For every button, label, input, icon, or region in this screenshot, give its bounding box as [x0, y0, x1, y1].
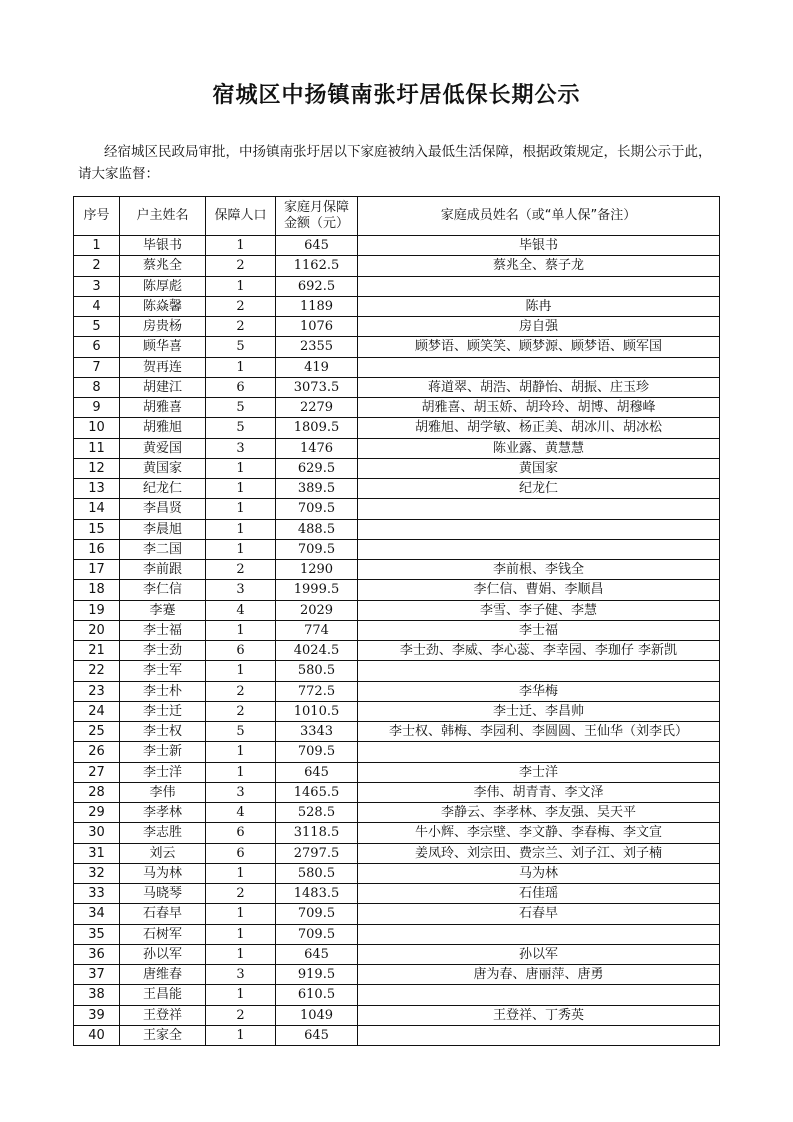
row-covered-people: 1 — [206, 519, 276, 539]
row-members: 王登祥、丁秀英 — [358, 1005, 720, 1025]
row-index: 13 — [74, 479, 120, 499]
row-members — [358, 985, 720, 1005]
header-members: 家庭成员姓名（或“单人保”备注） — [358, 197, 720, 236]
row-index: 17 — [74, 560, 120, 580]
row-monthly-amount: 528.5 — [276, 803, 358, 823]
row-monthly-amount: 1162.5 — [276, 256, 358, 276]
table-row — [74, 256, 720, 276]
row-index: 7 — [74, 357, 120, 377]
row-members: 胡雅喜、胡玉娇、胡玲玲、胡博、胡穆峰 — [358, 398, 720, 418]
page-title: 宿城区中扬镇南张圩居低保长期公示 — [212, 83, 581, 108]
row-index: 37 — [74, 965, 120, 985]
row-householder: 李士军 — [120, 661, 206, 681]
row-covered-people: 1 — [206, 276, 276, 296]
row-covered-people: 2 — [206, 296, 276, 316]
row-monthly-amount: 692.5 — [276, 276, 358, 296]
row-index: 16 — [74, 539, 120, 559]
row-index: 33 — [74, 884, 120, 904]
table-row — [74, 398, 720, 418]
row-monthly-amount: 1483.5 — [276, 884, 358, 904]
row-index: 25 — [74, 722, 120, 742]
row-members: 房自强 — [358, 317, 720, 337]
row-covered-people: 1 — [206, 985, 276, 1005]
row-covered-people: 2 — [206, 317, 276, 337]
row-covered-people: 3 — [206, 438, 276, 458]
header-monthly-amount: 家庭月保障金额（元） — [276, 197, 358, 236]
row-covered-people: 1 — [206, 944, 276, 964]
row-monthly-amount: 2279 — [276, 398, 358, 418]
row-monthly-amount: 774 — [276, 620, 358, 640]
row-covered-people: 1 — [206, 661, 276, 681]
row-monthly-amount: 419 — [276, 357, 358, 377]
row-householder: 毕银书 — [120, 236, 206, 256]
row-householder: 马为林 — [120, 863, 206, 883]
row-householder: 李伟 — [120, 782, 206, 802]
row-covered-people: 5 — [206, 418, 276, 438]
row-covered-people: 4 — [206, 803, 276, 823]
row-members: 李仁信、曹娟、李顺昌 — [358, 580, 720, 600]
table-row — [74, 762, 720, 782]
table-row — [74, 661, 720, 681]
row-members: 陈业露、黄慧慧 — [358, 438, 720, 458]
row-monthly-amount: 3118.5 — [276, 823, 358, 843]
row-householder: 王登祥 — [120, 1005, 206, 1025]
row-index: 3 — [74, 276, 120, 296]
table-row — [74, 479, 720, 499]
row-index: 21 — [74, 641, 120, 661]
row-monthly-amount: 772.5 — [276, 681, 358, 701]
row-householder: 黄国家 — [120, 458, 206, 478]
row-covered-people: 2 — [206, 256, 276, 276]
table-row — [74, 357, 720, 377]
row-monthly-amount: 1290 — [276, 560, 358, 580]
row-householder: 李志胜 — [120, 823, 206, 843]
row-householder: 黄爱国 — [120, 438, 206, 458]
row-covered-people: 2 — [206, 1005, 276, 1025]
row-monthly-amount: 488.5 — [276, 519, 358, 539]
row-index: 23 — [74, 681, 120, 701]
table-row — [74, 884, 720, 904]
row-index: 9 — [74, 398, 120, 418]
row-householder: 李士洋 — [120, 762, 206, 782]
row-covered-people: 2 — [206, 681, 276, 701]
row-householder: 李士朴 — [120, 681, 206, 701]
row-covered-people: 6 — [206, 377, 276, 397]
row-householder: 王昌能 — [120, 985, 206, 1005]
row-householder: 胡雅喜 — [120, 398, 206, 418]
row-householder: 刘云 — [120, 843, 206, 863]
row-monthly-amount: 1049 — [276, 1005, 358, 1025]
row-monthly-amount: 1999.5 — [276, 580, 358, 600]
table-row — [74, 742, 720, 762]
row-index: 29 — [74, 803, 120, 823]
row-members — [358, 742, 720, 762]
table-header-row — [74, 197, 720, 236]
row-index: 11 — [74, 438, 120, 458]
row-monthly-amount: 3073.5 — [276, 377, 358, 397]
row-monthly-amount: 2797.5 — [276, 843, 358, 863]
row-householder: 石春早 — [120, 904, 206, 924]
row-covered-people: 3 — [206, 965, 276, 985]
row-index: 12 — [74, 458, 120, 478]
row-members: 马为林 — [358, 863, 720, 883]
row-householder: 纪龙仁 — [120, 479, 206, 499]
row-householder: 蔡兆全 — [120, 256, 206, 276]
table-row — [74, 438, 720, 458]
row-monthly-amount: 610.5 — [276, 985, 358, 1005]
row-members: 李伟、胡青青、李文泽 — [358, 782, 720, 802]
row-index: 36 — [74, 944, 120, 964]
row-index: 31 — [74, 843, 120, 863]
row-monthly-amount: 645 — [276, 944, 358, 964]
row-covered-people: 1 — [206, 499, 276, 519]
row-covered-people: 5 — [206, 722, 276, 742]
row-householder: 李士迁 — [120, 701, 206, 721]
row-householder: 李二国 — [120, 539, 206, 559]
row-members — [358, 1025, 720, 1045]
table-body — [74, 236, 720, 1046]
row-members — [358, 357, 720, 377]
row-householder: 石树军 — [120, 924, 206, 944]
table-row — [74, 782, 720, 802]
row-householder: 孙以军 — [120, 944, 206, 964]
row-covered-people: 3 — [206, 782, 276, 802]
row-covered-people: 1 — [206, 236, 276, 256]
row-index: 32 — [74, 863, 120, 883]
row-index: 38 — [74, 985, 120, 1005]
row-monthly-amount: 4024.5 — [276, 641, 358, 661]
table-row — [74, 701, 720, 721]
table-row — [74, 803, 720, 823]
table-row — [74, 965, 720, 985]
row-householder: 顾华喜 — [120, 337, 206, 357]
row-members: 石佳瑶 — [358, 884, 720, 904]
header-index: 序号 — [74, 197, 120, 236]
row-monthly-amount: 709.5 — [276, 904, 358, 924]
row-index: 26 — [74, 742, 120, 762]
row-monthly-amount: 645 — [276, 236, 358, 256]
table-row — [74, 519, 720, 539]
row-index: 2 — [74, 256, 120, 276]
row-monthly-amount: 629.5 — [276, 458, 358, 478]
row-members — [358, 519, 720, 539]
row-covered-people: 1 — [206, 620, 276, 640]
table-row — [74, 924, 720, 944]
row-monthly-amount: 709.5 — [276, 742, 358, 762]
row-covered-people: 1 — [206, 1025, 276, 1045]
row-monthly-amount: 389.5 — [276, 479, 358, 499]
row-index: 18 — [74, 580, 120, 600]
row-householder: 房贵杨 — [120, 317, 206, 337]
table-row — [74, 904, 720, 924]
row-householder: 王家全 — [120, 1025, 206, 1045]
row-members: 李士权、韩梅、李园利、李圆圆、王仙华（刘李氏） — [358, 722, 720, 742]
row-members: 李华梅 — [358, 681, 720, 701]
row-members — [358, 539, 720, 559]
row-members: 牛小辉、李宗壁、李文静、李春梅、李文宣 — [358, 823, 720, 843]
row-covered-people: 6 — [206, 843, 276, 863]
row-monthly-amount: 580.5 — [276, 661, 358, 681]
row-householder: 李士新 — [120, 742, 206, 762]
row-members: 石春早 — [358, 904, 720, 924]
row-covered-people: 1 — [206, 357, 276, 377]
table-row — [74, 863, 720, 883]
row-index: 27 — [74, 762, 120, 782]
row-index: 8 — [74, 377, 120, 397]
table-row — [74, 1025, 720, 1045]
row-index: 39 — [74, 1005, 120, 1025]
table-row — [74, 236, 720, 256]
row-index: 19 — [74, 600, 120, 620]
table-row — [74, 580, 720, 600]
row-members: 李士迁、李昌帅 — [358, 701, 720, 721]
table-row — [74, 823, 720, 843]
row-householder: 李昌贤 — [120, 499, 206, 519]
table-row — [74, 681, 720, 701]
row-monthly-amount: 709.5 — [276, 499, 358, 519]
row-members: 蔡兆全、蔡子龙 — [358, 256, 720, 276]
row-monthly-amount: 1809.5 — [276, 418, 358, 438]
table-row — [74, 337, 720, 357]
row-index: 10 — [74, 418, 120, 438]
row-householder: 胡雅旭 — [120, 418, 206, 438]
row-members — [358, 661, 720, 681]
row-covered-people: 1 — [206, 479, 276, 499]
row-monthly-amount: 2355 — [276, 337, 358, 357]
row-householder: 李仁信 — [120, 580, 206, 600]
row-covered-people: 2 — [206, 884, 276, 904]
table-row — [74, 843, 720, 863]
table-row — [74, 539, 720, 559]
assistance-table — [73, 196, 720, 1046]
row-householder: 胡建江 — [120, 377, 206, 397]
row-members: 李雪、李子健、李慧 — [358, 600, 720, 620]
row-covered-people: 1 — [206, 863, 276, 883]
row-householder: 李蹇 — [120, 600, 206, 620]
row-covered-people: 2 — [206, 560, 276, 580]
row-householder: 马晓琴 — [120, 884, 206, 904]
row-monthly-amount: 1010.5 — [276, 701, 358, 721]
row-covered-people: 2 — [206, 701, 276, 721]
table-row — [74, 600, 720, 620]
row-index: 24 — [74, 701, 120, 721]
row-covered-people: 6 — [206, 823, 276, 843]
row-covered-people: 1 — [206, 458, 276, 478]
row-covered-people: 1 — [206, 762, 276, 782]
row-covered-people: 5 — [206, 398, 276, 418]
row-covered-people: 1 — [206, 924, 276, 944]
table-row — [74, 1005, 720, 1025]
row-members: 李士劲、李威、李心蕊、李幸园、李珈仔 李新凯 — [358, 641, 720, 661]
row-monthly-amount: 1076 — [276, 317, 358, 337]
table-row — [74, 276, 720, 296]
row-covered-people: 3 — [206, 580, 276, 600]
row-monthly-amount: 2029 — [276, 600, 358, 620]
row-monthly-amount: 3343 — [276, 722, 358, 742]
table-row — [74, 944, 720, 964]
table-row — [74, 722, 720, 742]
row-members: 黄国家 — [358, 458, 720, 478]
row-members: 唐为春、唐丽萍、唐勇 — [358, 965, 720, 985]
row-members: 蒋道翠、胡浩、胡静怡、胡振、庄玉珍 — [358, 377, 720, 397]
row-members: 毕银书 — [358, 236, 720, 256]
table-row — [74, 560, 720, 580]
row-covered-people: 1 — [206, 539, 276, 559]
table-row — [74, 418, 720, 438]
row-members: 李前根、李钱全 — [358, 560, 720, 580]
row-householder: 李前跟 — [120, 560, 206, 580]
row-covered-people: 4 — [206, 600, 276, 620]
row-index: 14 — [74, 499, 120, 519]
row-householder: 李孝林 — [120, 803, 206, 823]
row-members — [358, 276, 720, 296]
row-householder: 陈焱馨 — [120, 296, 206, 316]
row-members: 纪龙仁 — [358, 479, 720, 499]
row-index: 22 — [74, 661, 120, 681]
row-monthly-amount: 1189 — [276, 296, 358, 316]
row-householder: 贺再连 — [120, 357, 206, 377]
row-householder: 李士福 — [120, 620, 206, 640]
row-monthly-amount: 709.5 — [276, 539, 358, 559]
row-members: 孙以军 — [358, 944, 720, 964]
header-covered-people: 保障人口 — [206, 197, 276, 236]
table-row — [74, 499, 720, 519]
table-row — [74, 377, 720, 397]
row-members — [358, 499, 720, 519]
row-members: 李士福 — [358, 620, 720, 640]
row-members: 顾梦语、顾笑笑、顾梦源、顾梦语、顾军国 — [358, 337, 720, 357]
row-householder: 陈厚彪 — [120, 276, 206, 296]
table-row — [74, 296, 720, 316]
row-householder: 李晨旭 — [120, 519, 206, 539]
row-monthly-amount: 1465.5 — [276, 782, 358, 802]
row-covered-people: 1 — [206, 742, 276, 762]
row-members: 李静云、李孝林、李友强、吴天平 — [358, 803, 720, 823]
row-index: 28 — [74, 782, 120, 802]
header-householder: 户主姓名 — [120, 197, 206, 236]
row-monthly-amount: 645 — [276, 762, 358, 782]
row-members: 姜凤玲、刘宗田、费宗兰、刘子江、刘子楠 — [358, 843, 720, 863]
row-index: 30 — [74, 823, 120, 843]
row-monthly-amount: 580.5 — [276, 863, 358, 883]
row-index: 5 — [74, 317, 120, 337]
intro-paragraph: 经宿城区民政局审批，中扬镇南张圩居以下家庭被纳入最低生活保障，根据政策规定，长期公示于此，请大家监督： — [78, 144, 712, 182]
row-monthly-amount: 709.5 — [276, 924, 358, 944]
table-row — [74, 641, 720, 661]
row-householder: 唐维春 — [120, 965, 206, 985]
row-monthly-amount: 919.5 — [276, 965, 358, 985]
row-index: 15 — [74, 519, 120, 539]
row-index: 35 — [74, 924, 120, 944]
row-index: 4 — [74, 296, 120, 316]
row-householder: 李士劲 — [120, 641, 206, 661]
row-members: 陈冉 — [358, 296, 720, 316]
row-householder: 李士权 — [120, 722, 206, 742]
row-covered-people: 5 — [206, 337, 276, 357]
table-row — [74, 620, 720, 640]
row-index: 1 — [74, 236, 120, 256]
row-index: 20 — [74, 620, 120, 640]
row-members: 胡雅旭、胡学敏、杨正美、胡冰川、胡冰松 — [358, 418, 720, 438]
row-monthly-amount: 645 — [276, 1025, 358, 1045]
row-index: 40 — [74, 1025, 120, 1045]
row-members: 李士洋 — [358, 762, 720, 782]
table-row — [74, 317, 720, 337]
table-row — [74, 985, 720, 1005]
row-covered-people: 6 — [206, 641, 276, 661]
row-index: 6 — [74, 337, 120, 357]
row-covered-people: 1 — [206, 904, 276, 924]
table-row — [74, 458, 720, 478]
row-monthly-amount: 1476 — [276, 438, 358, 458]
row-index: 34 — [74, 904, 120, 924]
row-members — [358, 924, 720, 944]
